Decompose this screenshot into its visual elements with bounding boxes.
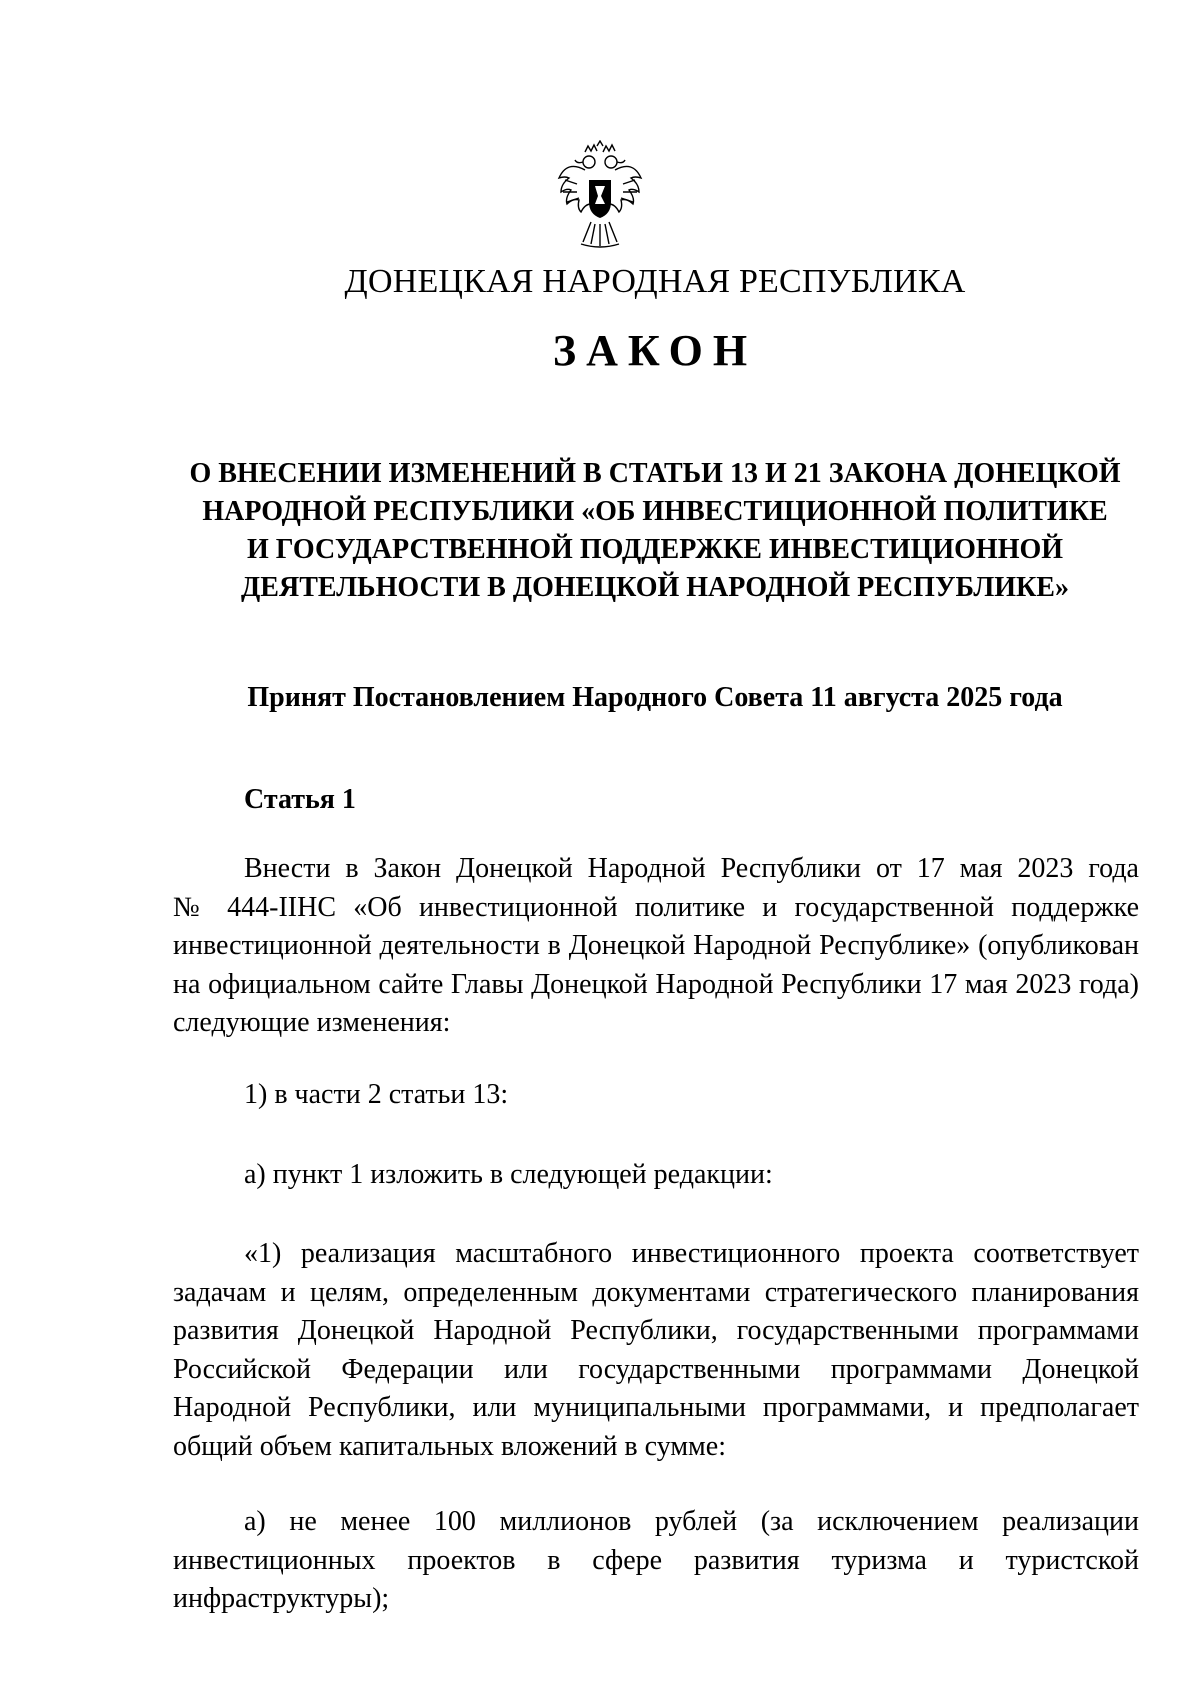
bill-title-line: О ВНЕСЕНИИ ИЗМЕНЕНИЙ В СТАТЬИ 13 И 21 ЗАКОНА ДОНЕЦКОЙ <box>189 458 1121 489</box>
bill-title-line: НАРОДНОЙ РЕСПУБЛИКИ «ОБ ИНВЕСТИЦИОННОЙ ПОЛИТИКЕ <box>202 496 1108 527</box>
text-line: развития Донецкой Народной Республики, государственными программами <box>173 1315 1139 1346</box>
paragraph-amendment-intro <box>173 850 1139 1043</box>
article-heading: Статья 1 <box>244 784 356 815</box>
paragraph-item-1 <box>173 1076 1139 1115</box>
text-line: на официальном сайте Главы Донецкой Народной Республики 17 мая 2023 года) <box>173 968 1139 1000</box>
text-line: а) пункт 1 изложить в следующей редакции: <box>244 1159 773 1190</box>
coat-of-arms-double-headed-eagle-icon <box>555 140 645 250</box>
text-line: следующие изменения: <box>173 1007 451 1038</box>
text-line: «1) реализация масштабного инвестиционного проекта соответствует <box>244 1238 1139 1269</box>
coat-of-arms-emblem <box>555 140 645 250</box>
adoption-note: Принят Постановлением Народного Совета 11 августа 2025 года <box>247 682 1063 713</box>
text-line: общий объем капитальных вложений в сумме: <box>173 1430 726 1462</box>
text-line: инвестиционных проектов в сфере развития туризма и туристской <box>173 1544 1139 1576</box>
bill-title-line: И ГОСУДАРСТВЕННОЙ ПОДДЕРЖКЕ ИНВЕСТИЦИОННОЙ <box>246 534 1064 565</box>
paragraph-threshold-a <box>173 1503 1139 1619</box>
law-title: ЗАКОН <box>552 326 758 375</box>
text-line: Народной Республики, или муниципальными программами, и предполагает <box>173 1392 1139 1423</box>
text-line: № 444-IIНС «Об инвестиционной политике и государственной поддержке <box>173 891 1139 923</box>
text-line: задачам и целям, определенным документами стратегического планирования <box>173 1276 1139 1308</box>
paragraph-subitem-a <box>173 1156 1139 1195</box>
bill-title-line: ДЕЯТЕЛЬНОСТИ В ДОНЕЦКОЙ НАРОДНОЙ РЕСПУБЛИКЕ» <box>241 572 1069 603</box>
text-line: Внести в Закон Донецкой Народной Республики от 17 мая 2023 года <box>244 853 1139 884</box>
republic-name: ДОНЕЦКАЯ НАРОДНАЯ РЕСПУБЛИКА <box>344 263 966 300</box>
text-line: Российской Федерации или государственными программами Донецкой <box>173 1353 1139 1385</box>
text-line: 1) в части 2 статьи 13: <box>244 1079 509 1110</box>
text-line: а) не менее 100 миллионов рублей (за исключением реализации <box>244 1506 1139 1537</box>
text-line: инфраструктуры); <box>173 1583 390 1614</box>
paragraph-new-wording <box>173 1235 1139 1466</box>
text-line: инвестиционной деятельности в Донецкой Народной Республике» (опубликован <box>173 930 1139 961</box>
bill-title <box>170 455 1140 607</box>
